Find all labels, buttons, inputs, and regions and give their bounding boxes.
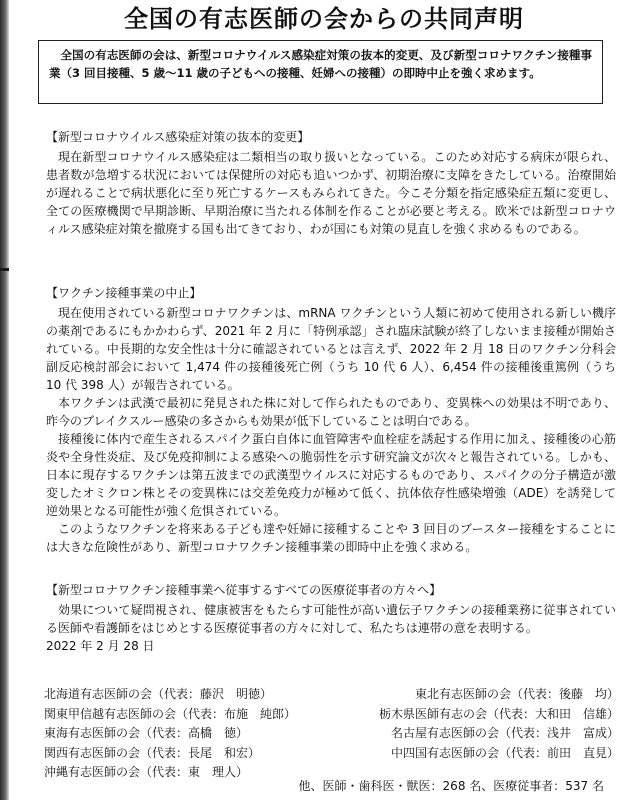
signer-row — [44, 685, 619, 705]
left-edge-strip — [0, 0, 9, 800]
section-paragraph: 本ワクチンは武漢で最初に発見された株に対して作られたものであり、変異株への効果は不明であり、昨今のブレイクスルー感染の多さからも効果が低下していることは明白である。 — [46, 396, 616, 428]
summary-text: 全国の有志医師の会は、新型コロナウイルス感染症対策の抜本的変更、及び新型コロナワクチン接種事業（3 回目接種、5 歳〜11 歳の子どもへの接種、妊婦への接種）の即時中止を強く求めます。 — [49, 48, 592, 80]
signer: 東海有志医師の会（代表：高橋 徳） — [44, 726, 249, 740]
signer: 名古屋有志医師の会（代表：浅井 富成） — [390, 726, 619, 740]
signer: 東北有志医師の会（代表：後藤 均） — [414, 687, 619, 701]
section-heading: 【新型コロナウイルス感染症対策の抜本的変更】 — [46, 130, 310, 144]
section-paragraph: 効果について疑問視され、健康被害をもたらす可能性が高い遺伝子ワクチンの接種業務に従事されている医師や看護師をはじめとする医療従事者の方々に対して、私たちは連帯の意を表明する。 — [46, 603, 616, 635]
signer-row — [44, 724, 619, 744]
statement-date: 2022 年 2 月 28 日 — [46, 639, 155, 653]
document — [14, 0, 634, 800]
summary-box — [38, 40, 603, 104]
signer: 沖縄有志医師の会（代表：東 理人） — [44, 765, 249, 779]
edge-mark — [0, 268, 9, 271]
section-paragraph: 現在新型コロナウイルス感染症は二類相当の取り扱いとなっている。このため対応する病床が限られ、患者数が急増する状況においては保健所の対応も追いつかず、初期治療に支障をきたしている。治療開始が遅れることで病状悪化に至り死亡するケースもみられてきた。今こそ分類を指定感染症五類に変更し、全ての医療機関で早期診断、早期治療に当たれる体制を作ることが必要と考える。欧米では新型コロナウィルス感染症対策を撤廃する国も出てきており、わが国にも対策の見直しを強く求めるものである。 — [46, 150, 616, 236]
section-paragraph: 現在使用されている新型コロナワクチンは、mRNA ワクチンという人類に初めて使用される新しい機序の薬剤であるにもかかわらず、2021 年 2 月に「特例承認」され臨床試験が終了しないまま接種が開始されている。中長期的な安全性は十分に確認されているとは言えず、2022 年 2 月 18 日のワクチン分科会副反応検討部会において 1,474 件の接種後死亡例（うち 10 代 6 人）、6,454 件の接種後重篤例（うち 10 代 398 人）が報告されている。 — [46, 306, 616, 392]
section-vaccine-halt — [46, 284, 616, 556]
signer-row — [44, 705, 619, 725]
signatories — [44, 685, 619, 783]
signer: 中四国有志医師の会（代表：前田 直見） — [390, 745, 619, 760]
signer-row — [44, 744, 619, 764]
section-heading: 【新型コロナワクチン接種事業へ従事するすべての医療従事者の方々へ】 — [46, 583, 442, 597]
section-countermeasures — [46, 128, 616, 238]
section-paragraph: 接種後に体内で産生されるスパイク蛋白自体に血管障害や血栓症を誘起する作用に加え、接種後の心筋炎や全身性炎症、及び免疫抑制による感染への脆弱性を示す研究論文が次々と報告されている。しかも、日本に現存するワクチンは第五波までの武漢型ウイルスに対応するものであり、スパイクの分子構造が激変したオミクロン株とその変異株には交差免疫力が極めて低く、抗体依存性感染増強（ADE）を誘発して逆効果となる可能性が強く危惧されている。 — [46, 432, 616, 518]
document-title: 全国の有志医師の会からの共同声明 — [124, 5, 524, 33]
section-heading: 【ワクチン接種事業の中止】 — [46, 286, 202, 300]
signer: 北海道有志医師の会（代表：藤沢 明徳） — [44, 687, 273, 701]
other-signatories-count: 他、医師・歯科医・獣医：268 名、医療従事者：537 名 — [298, 779, 604, 793]
signer: 栃木県医師有志の会（代表：大和田 信雄） — [378, 706, 619, 721]
signer: 関東甲信越有志医師の会（代表：布施 純郎） — [44, 706, 297, 721]
section-paragraph: このようなワクチンを将来ある子ども達や妊婦に接種することや 3 回目のブースター接種をすることには大きな危険性があり、新型コロナワクチン接種事業の即時中止を強く求める。 — [46, 522, 616, 554]
signer: 関西有志医師の会（代表：長尾 和宏） — [44, 745, 261, 760]
section-healthcare-workers — [46, 581, 616, 655]
